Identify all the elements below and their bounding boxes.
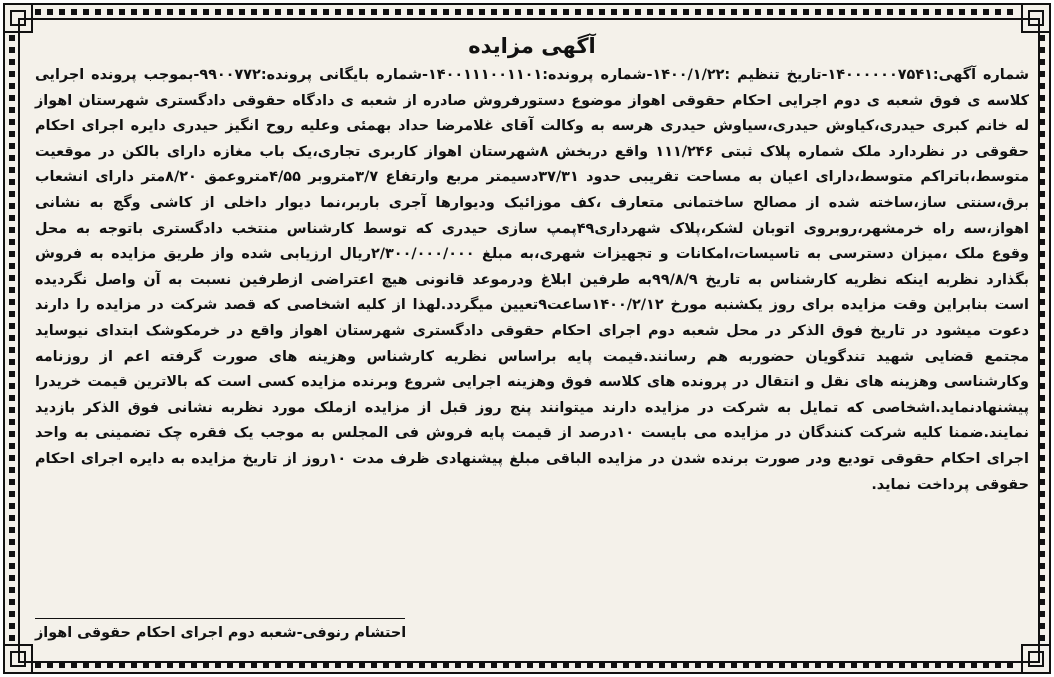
notice-title: آگهی مزایده <box>468 34 596 58</box>
notice-body: شماره آگهی:۱۴۰۰۰۰۰۰۷۵۴۱-تاریخ تنظیم :۱۴۰۰/۱/۲۲-شماره پرونده:۱۴۰۰۱۱۱۰۰۱۱۰۱-شماره بایگانی پرونده:۹۹۰۰۷۷۲-بموجب پرونده اجرایی کلاسه ی فوق شعبه ی دوم اجرایی احکام حقوقی اهواز موضوع دستورفروش صادره از شعبه ی دادگاه حقوقی دادگستری شهرستان اهواز له خانم کبری حیدری،کیاوش حیدری،سیاوش حیدری هرسه به وکالت آقای غلامرضا حداد بهمئی وعلیه روح انگیز حیدری دایره اجرای احکام حقوقی در نظردارد ملک شماره پلاک ثبتی ۱۱۱/۲۴۶ واقع دربخش ۸شهرستان اهواز کاربری تجاری،یک باب مغازه دارای بالکن در موقعیت متوسط،باتراکم متوسط،دارای اعیان به مساحت تقریبی حدود ۳۷/۳۱دسیمتر مربع وارتفاع ۳/۷متروبر ۴/۵۵متروعمق ۸/۲۰متر دارای انشعاب برق،سنتی ساز،ساخته شده از مصالح ساختمانی متعارف ،کف موزائیک وديوارها آجری باربر،نما دیوار داخلی از کاشی وگچ به نشانی اهواز،سه راه خرمشهر،روبروی اتوبان لشکر،پلاک شهرداری۴۹پمپ سازی حیدری که توسط کارشناس منتخب دادگستری باتوجه به محل وقوع ملک ،میزان دسترسی به تاسیسات،امکانات و تجهیزات شهری،به مبلغ ۲/۳۰۰/۰۰۰/۰۰۰ریال ارزیابی شده واز طریق مزایده به فروش بگذارد نظربه اینکه نظریه کارشناس به تاریخ ۹۹/۸/۹به طرفین ابلاغ ودرموعد قانونی هیچ اعتراضی ازطرفین نسبت به آن واصل نگردیده است بنابراین وقت مزایده برای روز یکشنبه مورخ ۱۴۰۰/۲/۱۲ساعت۹تعیین میگردد.لهذا از کلیه اشخاصی که قصد شرکت در مزایده را دارند دعوت میشود در تاریخ فوق الذکر در محل شعبه دوم اجرای احکام حقوقی دادگستری شهرستان اهواز واقع در خرمکوشک ابتدای نیوساید مجتمع قضایی شهید تندگویان حضوربه هم رسانند.قیمت پایه براساس نظریه کارشناس وهزینه های صورت گرفته اعم از روزنامه وکارشناسی وهزینه های نقل و انتقال در پرونده های کلاسه فوق وهزینه اجرایی شروع وبرنده مزایده کسی است که بالاترین قیمت خریدرا پیشنهادنماید.اشخاصی که تمایل به شرکت در مزایده دارند میتوانند پنج روز قبل از مزایده ازملک مورد نظربه نشانی فوق الذکر بازدید نمایند.ضمنا کلیه شرکت کنندگان در مزایده می بایست ۱۰درصد از قیمت پایه فروش فی المجلس به موجب یک فقره چک تضمینی به واحد اجرای احکام حقوقی تودیع ودر صورت برنده شدن در مزایده الباقی مبلغ پیشنهادی ظرف مدت ۱۰روز از تاریخ مزایده به دایره اجرای احکام حقوقی پرداخت نماید. <box>35 67 1030 493</box>
signature-divider <box>35 618 405 619</box>
notice-outer-frame <box>3 3 1051 674</box>
notice-content <box>35 31 1029 651</box>
frame-left-border <box>9 35 15 642</box>
frame-top-border <box>35 9 1019 15</box>
notice-signature: احتشام رنوفی-شعبه دوم اجرای احکام حقوقی اهواز <box>35 625 407 641</box>
